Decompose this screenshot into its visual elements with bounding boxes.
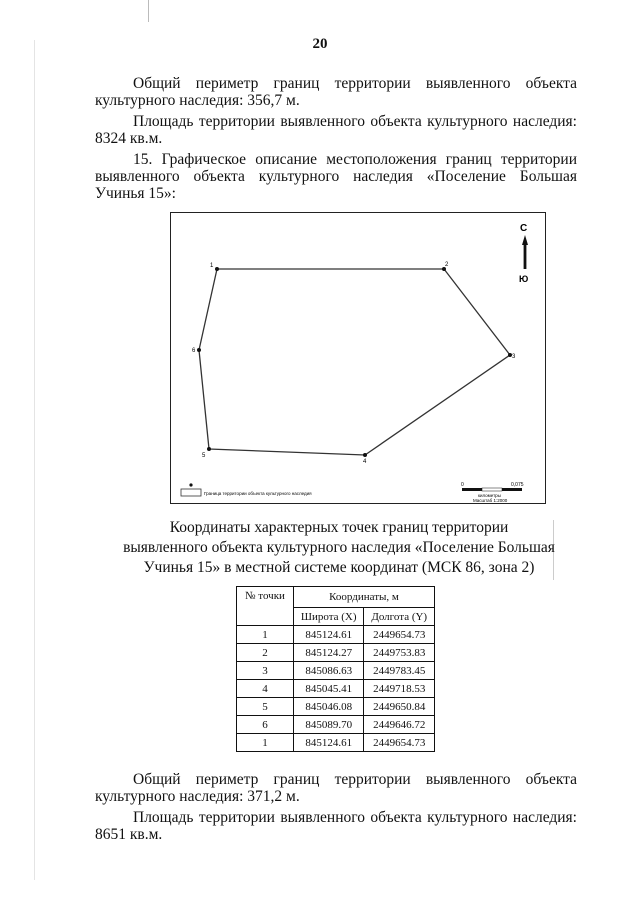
table-row <box>237 680 435 698</box>
y-cell: 2449650.84 <box>364 698 435 716</box>
x-cell: 845045.41 <box>294 680 364 698</box>
scale-bar-segment <box>502 488 522 491</box>
x-cell: 845124.61 <box>294 734 364 752</box>
caption-line: выявленного объекта культурного наследия «Поселение Большая <box>123 539 555 556</box>
north-arrow <box>519 223 528 284</box>
text-line: Площадь территории выявленного объекта культурного наследия: <box>133 809 577 826</box>
map-legend <box>181 483 312 496</box>
x-cell: 845124.61 <box>294 626 364 644</box>
x-cell: 845046.08 <box>294 698 364 716</box>
scan-noise-line <box>34 40 35 880</box>
header-latitude: Широта (X) <box>294 608 364 626</box>
point-label: 2 <box>445 262 449 268</box>
boundary-point-1 <box>215 267 219 271</box>
header-coordinates: Координаты, м <box>294 587 435 608</box>
north-label: С <box>520 223 528 234</box>
legend-boundary-swatch <box>181 489 201 496</box>
y-cell: 2449654.73 <box>364 626 435 644</box>
boundary-point-6 <box>197 348 201 352</box>
scale-bar <box>461 482 524 503</box>
table-row <box>237 662 435 680</box>
table-header-row <box>237 587 435 608</box>
previous-perimeter-paragraph <box>95 75 577 109</box>
y-cell: 2449646.72 <box>364 716 435 734</box>
territory-boundary-polygon <box>199 269 510 455</box>
point-cell: 3 <box>237 662 294 680</box>
text-line: Общий периметр границ территории выявленного объекта <box>133 771 577 788</box>
section-heading-paragraph <box>95 151 577 202</box>
text-line: выявленного объекта культурного наследия «Поселение Большая <box>95 168 577 185</box>
caption-line: Учинья 15» в местной системе координат (МСК 86, зона 2) <box>143 559 535 576</box>
text-line: Площадь территории выявленного объекта культурного наследия: <box>133 113 577 130</box>
table-caption <box>100 518 578 578</box>
point-cell: 4 <box>237 680 294 698</box>
table-row <box>237 626 435 644</box>
point-label: 4 <box>363 459 367 465</box>
table-row <box>237 644 435 662</box>
previous-area-paragraph <box>95 113 577 147</box>
table-row <box>237 698 435 716</box>
point-cell: 1 <box>237 734 294 752</box>
x-cell: 845124.27 <box>294 644 364 662</box>
point-label: 1 <box>210 263 214 269</box>
boundary-point-4 <box>363 453 367 457</box>
scale-zero-label: 0 <box>461 482 464 488</box>
legend-text: Граница территории объекта культурного наследия <box>204 491 312 496</box>
y-cell: 2449718.53 <box>364 680 435 698</box>
point-cell: 1 <box>237 626 294 644</box>
scale-ratio-label: Масштаб 1:2000 <box>473 498 508 503</box>
north-arrow-shaft <box>524 245 527 269</box>
coordinates-table <box>236 586 435 752</box>
y-cell: 2449753.83 <box>364 644 435 662</box>
text-line: Общий периметр границ территории выявленного объекта <box>133 75 577 92</box>
boundary-point-5 <box>207 447 211 451</box>
y-cell: 2449783.45 <box>364 662 435 680</box>
boundary-map-svg <box>171 213 545 503</box>
point-cell: 2 <box>237 644 294 662</box>
text-line: 8324 кв.м. <box>95 130 163 147</box>
text-line: Учинья 15»: <box>95 185 176 202</box>
table-row <box>237 734 435 752</box>
point-cell: 5 <box>237 698 294 716</box>
north-arrow-head <box>522 235 528 245</box>
caption-line: Координаты характерных точек границ территории <box>169 519 509 536</box>
x-cell: 845086.63 <box>294 662 364 680</box>
point-label: 3 <box>512 354 516 360</box>
header-point-number: № точки <box>237 587 294 626</box>
table-row <box>237 716 435 734</box>
south-label: Ю <box>519 274 529 284</box>
point-label: 5 <box>202 453 206 459</box>
legend-point-icon <box>189 483 192 486</box>
text-line: 8651 кв.м. <box>95 826 163 843</box>
y-cell: 2449654.73 <box>364 734 435 752</box>
header-longitude: Долгота (Y) <box>364 608 435 626</box>
scan-noise-line <box>148 0 149 22</box>
text-line: культурного наследия: 356,7 м. <box>95 92 300 109</box>
x-cell: 845089.70 <box>294 716 364 734</box>
perimeter-paragraph <box>95 771 577 805</box>
page-number: 20 <box>312 36 328 52</box>
text-line: культурного наследия: 371,2 м. <box>95 788 300 805</box>
boundary-map <box>170 212 546 504</box>
point-label: 6 <box>192 348 196 354</box>
scale-units-label: километры <box>478 493 501 498</box>
area-paragraph <box>95 809 577 843</box>
scale-max-label: 0,075 <box>511 482 524 488</box>
text-line: 15. Графическое описание местоположения границ территории <box>133 151 577 168</box>
scale-bar-segment <box>482 488 502 491</box>
point-cell: 6 <box>237 716 294 734</box>
scale-bar-segment <box>462 488 482 491</box>
